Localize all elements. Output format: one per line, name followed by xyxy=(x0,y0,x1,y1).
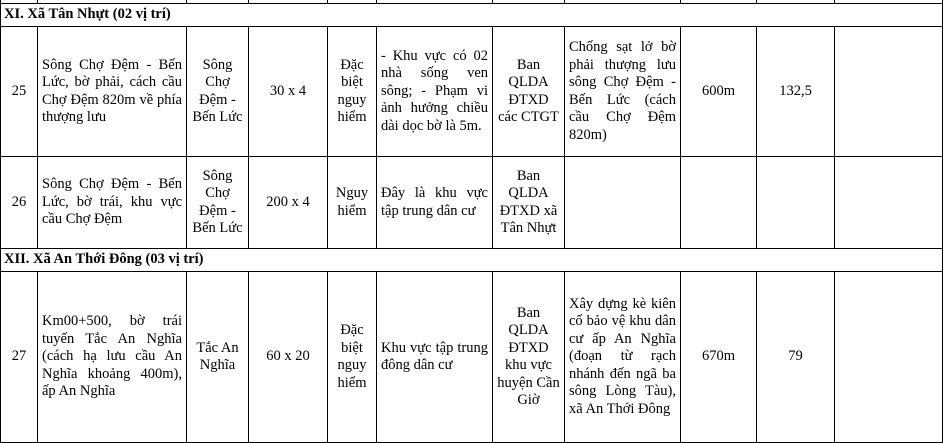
length-cell: 670m xyxy=(681,272,757,443)
section-title: XI. Xã Tân Nhựt (02 vị trí) xyxy=(1,4,943,27)
river-cell: Sông Chợ Đệm - Bến Lức xyxy=(187,157,249,249)
status-cell: - Khu vực có 02 nhà sống ven sông; - Phạm vi ảnh hưởng chiều dài dọc bờ là 5m. xyxy=(377,27,493,157)
table-row xyxy=(1,27,943,157)
project-cell: Xây dựng kè kiên cố bảo vệ khu dân cư ấp An Nghĩa (đoạn từ rạch nhánh đến ngã ba sông Lòng Tàu), xã An Thới Đông xyxy=(565,272,681,443)
location-cell: Km00+500, bờ trái tuyến Tắc An Nghĩa (cách hạ lưu cầu An Nghĩa khoảng 400m), ấp An Nghĩa xyxy=(38,272,187,443)
cost-cell: 132,5 xyxy=(757,27,835,157)
table-row xyxy=(1,157,943,249)
section-header-row xyxy=(1,249,943,272)
length-cell xyxy=(681,157,757,249)
cost-cell xyxy=(757,157,835,249)
notes-cell xyxy=(835,27,943,157)
location-cell: Sông Chợ Đệm - Bến Lức, bờ trái, khu vực cầu Chợ Đệm xyxy=(38,157,187,249)
section-header-row xyxy=(1,4,943,27)
row-number: 25 xyxy=(1,27,38,157)
danger-level-cell: Đặc biệt nguy hiểm xyxy=(328,27,377,157)
danger-level-cell: Đặc biệt nguy hiểm xyxy=(328,272,377,443)
length-cell: 600m xyxy=(681,27,757,157)
row-number: 26 xyxy=(1,157,38,249)
river-cell: Sông Chợ Đệm - Bến Lức xyxy=(187,27,249,157)
managing-unit-cell: Ban QLDA ĐTXD khu vực huyện Cần Giờ xyxy=(493,272,565,443)
managing-unit-cell: Ban QLDA ĐTXD xã Tân Nhựt xyxy=(493,157,565,249)
section-title: XII. Xã An Thới Đông (03 vị trí) xyxy=(1,249,943,272)
cost-cell: 79 xyxy=(757,272,835,443)
table-row xyxy=(1,272,943,443)
size-cell: 30 x 4 xyxy=(249,27,328,157)
location-cell: Sông Chợ Đệm - Bến Lức, bờ phải, cách cầu Chợ Đệm 820m về phía thượng lưu xyxy=(38,27,187,157)
status-cell: Đây là khu vực tập trung dân cư xyxy=(377,157,493,249)
notes-cell xyxy=(835,157,943,249)
size-cell: 200 x 4 xyxy=(249,157,328,249)
row-number: 27 xyxy=(1,272,38,443)
managing-unit-cell: Ban QLDA ĐTXD các CTGT xyxy=(493,27,565,157)
project-cell xyxy=(565,157,681,249)
notes-cell xyxy=(835,272,943,443)
river-cell: Tắc An Nghĩa xyxy=(187,272,249,443)
project-cell: Chống sạt lở bờ phải thượng lưu sông Chợ Đệm - Bến Lức (cách cầu Chợ Đệm 820m) xyxy=(565,27,681,157)
status-cell: Khu vực tập trung đông dân cư xyxy=(377,272,493,443)
size-cell: 60 x 20 xyxy=(249,272,328,443)
danger-level-cell: Nguy hiểm xyxy=(328,157,377,249)
